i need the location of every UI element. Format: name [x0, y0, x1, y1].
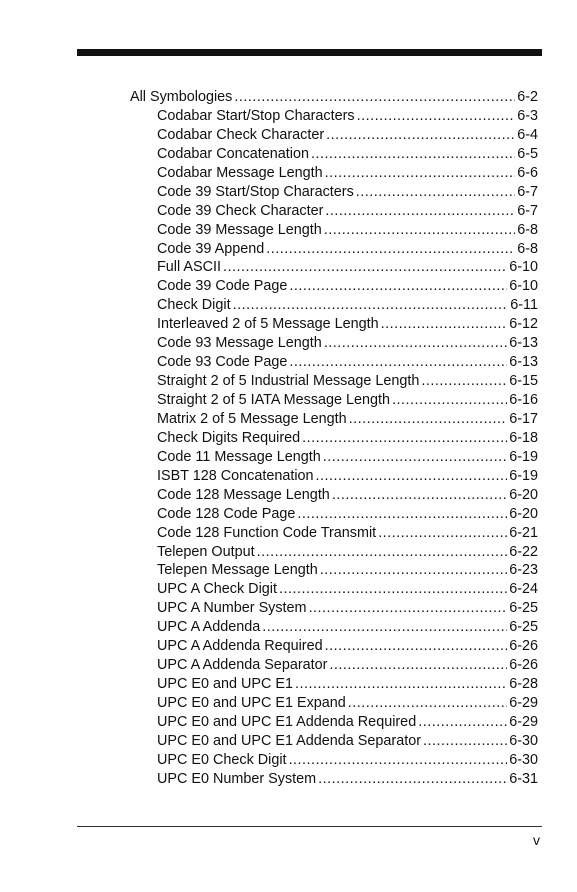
toc-entry-label: Matrix 2 of 5 Message Length — [157, 410, 347, 427]
toc-entry-page: 6-11 — [510, 297, 538, 314]
toc-entry-page: 6-16 — [509, 392, 538, 408]
toc-entry-label: UPC A Addenda Separator — [157, 657, 328, 674]
toc-entry-label: Code 11 Message Length — [157, 448, 321, 465]
toc-leader-dots — [349, 410, 508, 429]
toc-entry-page: 6-20 — [509, 505, 538, 522]
toc-entry-label: All Symbologies — [130, 89, 233, 105]
toc-leader-dots — [357, 107, 516, 126]
table-of-contents — [130, 88, 538, 789]
toc-entry-page: 6-8 — [517, 240, 538, 257]
toc-entry-page: 6-31 — [509, 770, 538, 787]
toc-leader-dots — [326, 126, 515, 145]
toc-entry-page: 6-26 — [509, 657, 538, 674]
toc-entry-page: 6-4 — [517, 126, 538, 143]
toc-leader-dots — [421, 372, 507, 391]
toc-entry-page: 6-25 — [509, 619, 538, 636]
toc-entry[interactable] — [130, 770, 538, 789]
toc-entry[interactable] — [130, 391, 538, 410]
toc-entry[interactable] — [130, 656, 538, 675]
toc-entry-page: 6-15 — [509, 373, 538, 390]
toc-entry-label: Code 93 Code Page — [157, 354, 288, 371]
toc-leader-dots — [392, 391, 507, 410]
toc-entry[interactable] — [130, 505, 538, 524]
toc-entry-label: Codabar Concatenation — [157, 145, 310, 162]
toc-entry[interactable] — [130, 258, 538, 277]
toc-entry-page: 6-7 — [517, 202, 538, 219]
toc-entry[interactable] — [130, 713, 538, 732]
toc-entry[interactable] — [130, 410, 538, 429]
toc-leader-dots — [329, 656, 507, 675]
toc-entry-label: ISBT 128 Concatenation — [157, 467, 314, 484]
toc-entry-label: Straight 2 of 5 Industrial Message Length — [157, 373, 420, 390]
toc-entry[interactable] — [130, 599, 538, 618]
toc-entry-label: Code 39 Code Page — [157, 278, 288, 295]
toc-leader-dots — [325, 637, 508, 656]
toc-entry-page: 6-17 — [509, 410, 538, 427]
toc-entry-page: 6-8 — [517, 221, 538, 238]
toc-leader-dots — [289, 751, 508, 770]
toc-entry-label: Telepen Message Length — [157, 562, 318, 579]
toc-entry-label: Full ASCII — [157, 259, 221, 276]
toc-leader-dots — [295, 675, 507, 694]
toc-entry-label: UPC E0 Check Digit — [157, 751, 287, 768]
toc-leader-dots — [289, 353, 507, 372]
toc-entry-page: 6-24 — [509, 581, 538, 598]
toc-entry[interactable] — [130, 202, 538, 221]
toc-leader-dots — [297, 505, 507, 524]
toc-entry-page: 6-30 — [509, 732, 538, 749]
toc-entry-page: 6-28 — [509, 676, 538, 693]
toc-leader-dots — [302, 429, 507, 448]
toc-leader-dots — [262, 618, 507, 637]
toc-entry-page: 6-7 — [517, 183, 538, 200]
header-rule — [77, 49, 542, 56]
toc-entry[interactable] — [130, 618, 538, 637]
toc-entry-page: 6-3 — [517, 107, 538, 124]
toc-leader-dots — [324, 221, 515, 240]
toc-entry[interactable] — [130, 467, 538, 486]
toc-entry-label: Check Digit — [157, 297, 231, 314]
toc-leader-dots — [279, 580, 507, 599]
toc-entry-page: 6-29 — [509, 713, 538, 730]
toc-entry-label: Telepen Output — [157, 543, 255, 560]
toc-entry-label: UPC E0 and UPC E1 Addenda Required — [157, 713, 417, 730]
toc-entry[interactable] — [130, 164, 538, 183]
toc-entry-label: Codabar Message Length — [157, 164, 323, 181]
toc-entry[interactable] — [130, 183, 538, 202]
toc-leader-dots — [325, 164, 516, 183]
toc-leader-dots — [418, 713, 507, 732]
toc-entry-label: Interleaved 2 of 5 Message Length — [157, 316, 379, 333]
toc-entry-label: Code 128 Function Code Transmit — [157, 524, 377, 541]
toc-leader-dots — [318, 770, 507, 789]
toc-entry[interactable] — [130, 675, 538, 694]
toc-entry-page: 6-22 — [509, 543, 538, 560]
toc-entry-page: 6-30 — [509, 751, 538, 768]
toc-leader-dots — [309, 599, 508, 618]
toc-entry[interactable] — [130, 751, 538, 770]
footer-rule — [77, 826, 542, 827]
toc-entry-label: Codabar Start/Stop Characters — [157, 107, 355, 124]
toc-entry-label: Code 39 Message Length — [157, 221, 322, 238]
toc-leader-dots — [348, 694, 507, 713]
toc-entry-top[interactable] — [130, 88, 538, 107]
toc-leader-dots — [324, 334, 507, 353]
toc-entry[interactable] — [130, 543, 538, 562]
toc-entry[interactable] — [130, 429, 538, 448]
toc-entry-label: Code 39 Append — [157, 240, 265, 257]
toc-leader-dots — [325, 202, 515, 221]
toc-entry[interactable] — [130, 145, 538, 164]
toc-entry-page: 6-13 — [509, 335, 538, 352]
toc-entry-label: UPC E0 Number System — [157, 770, 317, 787]
toc-entry-page: 6-26 — [509, 638, 538, 655]
toc-leader-dots — [257, 543, 508, 562]
toc-leader-dots — [423, 732, 507, 751]
toc-leader-dots — [332, 486, 507, 505]
toc-leader-dots — [378, 524, 507, 543]
toc-entry-page: 6-19 — [509, 448, 538, 465]
toc-leader-dots — [234, 88, 515, 107]
toc-entry[interactable] — [130, 372, 538, 391]
toc-entry[interactable] — [130, 694, 538, 713]
toc-entry-label: UPC A Addenda — [157, 619, 261, 636]
toc-entry-label: UPC A Addenda Required — [157, 638, 323, 655]
toc-entry-label: Code 128 Message Length — [157, 486, 330, 503]
toc-entry-label: Code 39 Check Character — [157, 202, 324, 219]
toc-entry[interactable] — [130, 315, 538, 334]
toc-entry-label: UPC A Number System — [157, 600, 307, 617]
toc-entry-label: Check Digits Required — [157, 429, 301, 446]
toc-entry-page: 6-29 — [509, 695, 538, 711]
toc-leader-dots — [223, 258, 507, 277]
toc-entry-page: 6-10 — [509, 259, 538, 276]
page-number: v — [533, 832, 540, 848]
toc-entry[interactable] — [130, 107, 538, 126]
toc-leader-dots — [381, 315, 508, 334]
toc-leader-dots — [320, 561, 507, 580]
toc-leader-dots — [316, 467, 508, 486]
toc-entry-page: 6-23 — [509, 562, 538, 579]
toc-entry[interactable] — [130, 448, 538, 467]
toc-entry-page: 6-18 — [509, 429, 538, 446]
toc-entry[interactable] — [130, 277, 538, 296]
toc-leader-dots — [266, 240, 515, 259]
toc-leader-dots — [323, 448, 507, 467]
toc-entry-label: Code 93 Message Length — [157, 335, 322, 352]
toc-entry-label: UPC E0 and UPC E1 Addenda Separator — [157, 732, 421, 749]
toc-entry-label: UPC E0 and UPC E1 Expand — [157, 695, 346, 711]
toc-entry-page: 6-2 — [517, 89, 538, 105]
toc-entry-label: UPC A Check Digit — [157, 581, 277, 598]
toc-leader-dots — [311, 145, 515, 164]
toc-entry[interactable] — [130, 486, 538, 505]
toc-entry-page: 6-13 — [509, 354, 538, 371]
toc-entry[interactable] — [130, 126, 538, 145]
toc-entry-label: UPC E0 and UPC E1 — [157, 676, 293, 693]
toc-entry[interactable] — [130, 637, 538, 656]
toc-entry-label: Code 128 Code Page — [157, 505, 296, 522]
toc-entry[interactable] — [130, 561, 538, 580]
toc-entry-page: 6-6 — [517, 164, 538, 181]
toc-entry[interactable] — [130, 240, 538, 259]
toc-entry[interactable] — [130, 732, 538, 751]
toc-entry-label: Code 39 Start/Stop Characters — [157, 183, 354, 200]
toc-entry-page: 6-5 — [517, 145, 538, 162]
toc-leader-dots — [289, 277, 507, 296]
toc-entry[interactable] — [130, 221, 538, 240]
toc-entry-page: 6-21 — [509, 524, 538, 541]
toc-entry[interactable] — [130, 580, 538, 599]
toc-entry-page: 6-19 — [509, 467, 538, 484]
toc-entry-page: 6-10 — [509, 278, 538, 295]
toc-entry-page: 6-12 — [509, 316, 538, 333]
toc-entry[interactable] — [130, 296, 538, 315]
toc-leader-dots — [233, 296, 509, 315]
toc-entry-page: 6-25 — [509, 600, 538, 617]
toc-entry-label: Codabar Check Character — [157, 126, 325, 143]
toc-entry-label: Straight 2 of 5 IATA Message Length — [157, 392, 391, 408]
toc-entry[interactable] — [130, 353, 538, 372]
toc-leader-dots — [356, 183, 515, 202]
toc-entry[interactable] — [130, 334, 538, 353]
toc-entry[interactable] — [130, 524, 538, 543]
toc-entry-page: 6-20 — [509, 486, 538, 503]
